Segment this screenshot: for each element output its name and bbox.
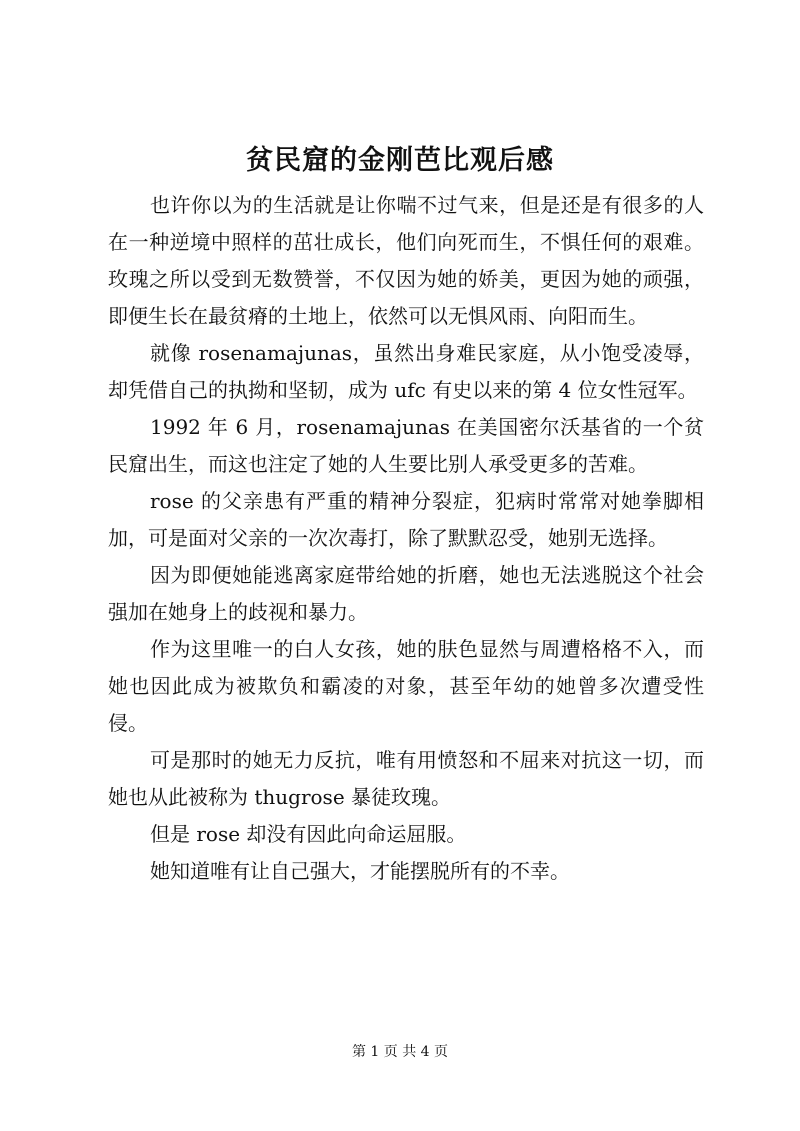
paragraph: 1992 年 6 月，rosenamajunas 在美国密尔沃基省的一个贫民窟出生，而这也注定了她的人生要比别人承受更多的苦难。	[108, 415, 704, 476]
paragraph: 就像 rosenamajunas，虽然出身难民家庭，从小饱受凌辱，却凭借自己的执拗和坚韧，成为 ufc 有史以来的第 4 位女性冠军。	[108, 341, 704, 402]
paragraph: 可是那时的她无力反抗，唯有用愤怒和不屈来对抗这一切，而她也从此被称为 thugrose 暴徒玫瑰。	[108, 748, 704, 809]
paragraph: 也许你以为的生活就是让你喘不过气来，但是还是有很多的人在一种逆境中照样的茁壮成长，他们向死而生，不惧任何的艰难。玫瑰之所以受到无数赞誉，不仅因为她的娇美，更因为她的顽强，即便生长在最贫瘠的土地上，依然可以无惧风雨、向阳而生。	[108, 193, 704, 328]
page-footer: 第 1 页 共 4 页	[351, 1044, 449, 1060]
paragraph: 因为即便她能逃离家庭带给她的折磨，她也无法逃脱这个社会强加在她身上的歧视和暴力。	[108, 563, 704, 624]
document-title: 贫民窟的金刚芭比观后感	[246, 145, 554, 176]
paragraph: 她知道唯有让自己强大，才能摆脱所有的不幸。	[150, 859, 570, 883]
paragraph: 作为这里唯一的白人女孩，她的肤色显然与周遭格格不入，而她也因此成为被欺负和霸凌的对象，甚至年幼的她曾多次遭受性侵。	[108, 637, 704, 735]
paragraph: rose 的父亲患有严重的精神分裂症，犯病时常常对她拳脚相加，可是面对父亲的一次次毒打，除了默默忍受，她别无选择。	[108, 489, 704, 550]
paragraph: 但是 rose 却没有因此向命运屈服。	[150, 822, 467, 846]
document-body	[108, 187, 704, 890]
